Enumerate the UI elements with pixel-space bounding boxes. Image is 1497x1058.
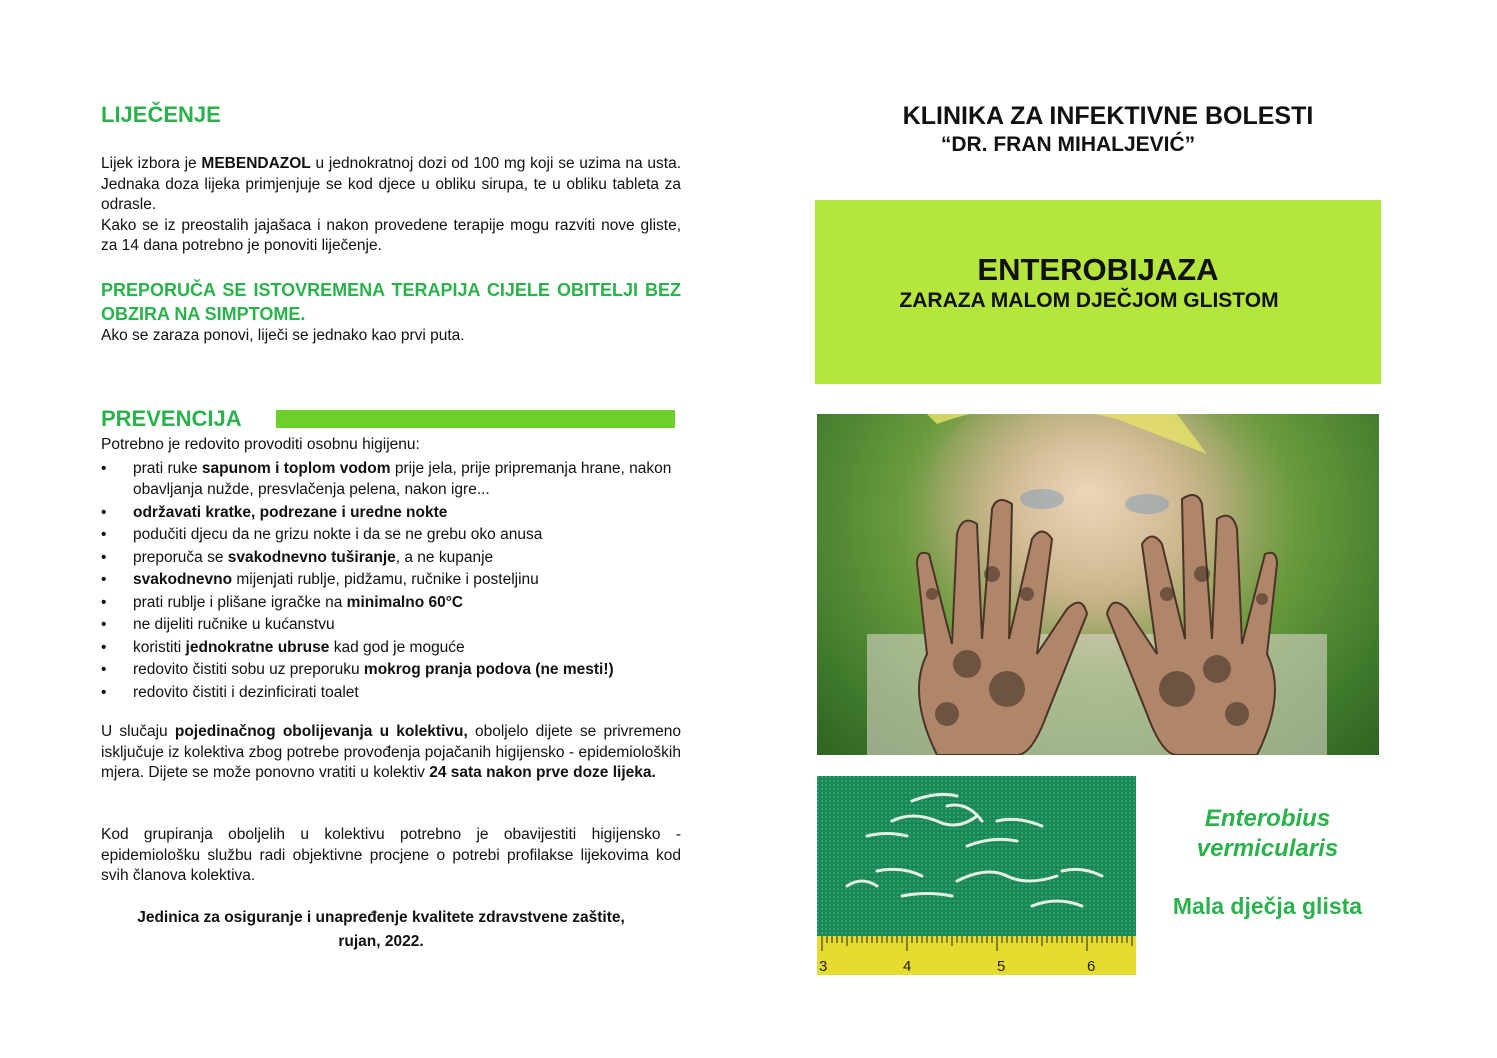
- kolektiv-section: [101, 722, 681, 784]
- bullet-icon: •: [101, 683, 107, 701]
- species-latin-name: [1150, 804, 1385, 864]
- item-text: koristiti: [133, 638, 186, 656]
- prevention-item: [101, 569, 701, 590]
- prevencija-intro: Potrebno je redovito provoditi osobnu higijenu:: [101, 436, 420, 453]
- bullet-icon: •: [101, 503, 107, 521]
- item-emphasis: mokrog pranja podova (ne mesti!): [363, 661, 614, 678]
- item-emphasis: održavati kratke, podrezane i uredne nokte: [133, 503, 448, 521]
- prevention-item: [101, 682, 701, 703]
- bullet-icon: •: [101, 661, 107, 678]
- item-text: prati rublje i plišane igračke na: [133, 593, 347, 611]
- lijecenje-text: [101, 154, 681, 257]
- lijecenje-paragraph-2: Kako se iz preostalih jajašaca i nakon provedene terapije mogu razviti nove gliste, za 14 dana potrebno je ponoviti liječenje.: [101, 216, 681, 254]
- ruler-label: 3: [819, 958, 828, 975]
- footer-date: rujan, 2022.: [338, 933, 424, 950]
- prevention-item: [101, 659, 701, 680]
- item-text: mijenjati rublje, pidžamu, ručnike i posteljinu: [232, 571, 539, 588]
- bullet-icon: •: [101, 616, 107, 633]
- genus: Enterobius: [1204, 805, 1331, 832]
- text: U slučaju: [101, 723, 175, 740]
- bullet-icon: •: [101, 548, 107, 566]
- text: u jednokratnoj dozi od 100 mg koji se uzima na usta. Jednaka doza lijeka primjenjuje se kod djece u obliku sirupa, te u obliku tableta za odrasle.: [101, 155, 682, 213]
- prevention-item: [101, 458, 701, 500]
- title-subtitle: ZARAZA MALOM DJEČJOM GLISTOM: [899, 289, 1279, 312]
- prevention-item: [101, 524, 701, 545]
- ruler-label: 5: [997, 958, 1006, 975]
- item-text: redovito čistiti sobu uz preporuku: [133, 661, 364, 678]
- text: oboljelo dijete se privremeno isključuje iz kolektiva zbog potrebe provođenja pojačanih higijensko - epidemioloških mjera. Dijete se može ponovno vratiti u kolektiv: [101, 723, 681, 781]
- prevention-item: [101, 502, 701, 523]
- item-emphasis: sapunom i toplom vodom: [201, 460, 391, 477]
- prevention-item: [101, 614, 701, 635]
- text: Lijek izbora je: [101, 155, 202, 172]
- prevention-list: [101, 458, 701, 704]
- bullet-icon: •: [101, 526, 107, 543]
- clinic-subtitle: “DR. FRAN MIHALJEVIĆ”: [940, 133, 1196, 156]
- item-emphasis: minimalno 60°C: [346, 593, 464, 611]
- species-common-name: Mala dječja glista: [1172, 893, 1363, 919]
- text-bold: pojedinačnog obolijevanja u kolektivu,: [174, 723, 468, 740]
- title-main: ENTEROBIJAZA: [977, 252, 1219, 287]
- drug-name: MEBENDAZOL: [201, 155, 311, 172]
- lijecenje-paragraph-1: [101, 154, 681, 216]
- recurrence-note: Ako se zaraza ponovi, liječi se jednako kao prvi puta.: [101, 327, 465, 344]
- prevention-item: [101, 592, 701, 613]
- bullet-icon: •: [101, 460, 107, 477]
- title-box: [815, 200, 1381, 384]
- species-caption: [1150, 804, 1385, 920]
- footer: [101, 906, 661, 954]
- item-text: prati ruke: [133, 460, 202, 477]
- item-text: kad god je moguće: [329, 638, 465, 656]
- text-bold: 24 sata nakon prve doze lijeka.: [429, 764, 656, 781]
- heading-accent-bar: [276, 410, 675, 428]
- bullet-icon: •: [101, 571, 107, 588]
- item-text: prije jela, prije pripremanja hrane, nakon obavljanja nužde, presvlačenja pelena, nakon igre...: [133, 460, 672, 498]
- footer-unit: Jedinica za osiguranje i unapređenje kvalitete zdravstvene zaštite,: [137, 909, 625, 926]
- family-therapy-recommendation: PREPORUČA SE ISTOVREMENA TERAPIJA CIJELE OBITELJI BEZ OBZIRA NA SIMPTOME.: [101, 280, 681, 324]
- ruler-label: 4: [903, 958, 912, 975]
- clinic-name: KLINIKA ZA INFEKTIVNE BOLESTI: [902, 102, 1314, 130]
- item-text: , a ne kupanje: [395, 548, 494, 566]
- prevention-item: [101, 547, 701, 568]
- worms-on-fabric-illustration: [817, 776, 1136, 975]
- pinworm-photo: [817, 776, 1136, 975]
- item-text: podučiti djecu da ne grizu nokte i da se ne grebu oko anusa: [133, 526, 543, 543]
- item-text: preporuča se: [133, 548, 228, 566]
- dirty-hands-photo: [817, 414, 1379, 755]
- item-emphasis: jednokratne ubruse: [185, 638, 330, 656]
- kolektiv-paragraph: [101, 722, 681, 784]
- prevention-item: [101, 637, 701, 658]
- lijecenje-heading: LIJEČENJE: [101, 102, 221, 127]
- item-emphasis: svakodnevno: [133, 571, 233, 588]
- ruler-label: 6: [1087, 958, 1096, 975]
- prevencija-heading: PREVENCIJA: [101, 406, 242, 431]
- bullet-icon: •: [101, 638, 107, 656]
- clinic-header: [818, 100, 1398, 158]
- hands-illustration: [817, 414, 1379, 755]
- bullet-icon: •: [101, 593, 107, 611]
- grupiranje-paragraph: Kod grupiranja oboljelih u kolektivu potrebno je obavijestiti higijensko - epidemiološku službu radi objektivne procjene o potrebi profilakse lijekovima kod svih članova kolektiva.: [101, 826, 681, 884]
- item-text: redovito čistiti i dezinficirati toalet: [133, 683, 359, 701]
- species: vermicularis: [1196, 835, 1339, 862]
- item-emphasis: svakodnevno tuširanje: [227, 548, 396, 566]
- item-text: ne dijeliti ručnike u kućanstvu: [133, 616, 335, 633]
